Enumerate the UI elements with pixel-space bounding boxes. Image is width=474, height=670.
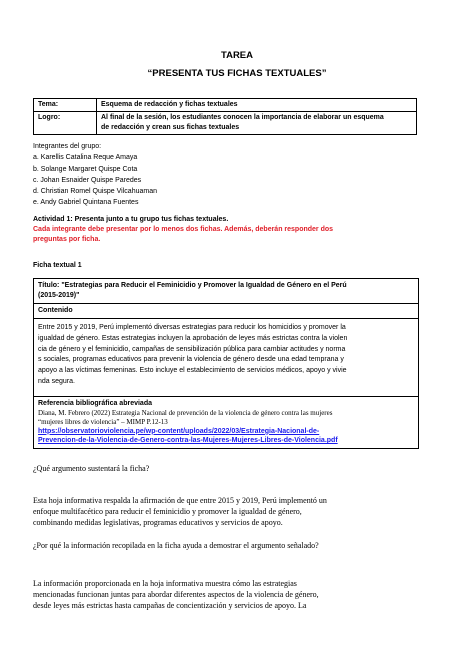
activity-instruction <box>33 225 418 245</box>
logro-label: Logro: <box>34 112 97 135</box>
ficha-title-line: Título: "Estrategias para Reducir el Feminicidio y Promover la Igualdad de Género en el Perú <box>38 282 347 289</box>
meta-table <box>33 98 417 135</box>
answer-line: combinando medidas legislativas, programas educativos y servicios de apoyo. <box>33 518 283 527</box>
ficha-box <box>33 278 419 449</box>
reference-link[interactable] <box>38 427 414 446</box>
ficha-title-line: (2015-2019)" <box>38 292 80 299</box>
list-item: a. Karellis Catalina Reque Amaya <box>33 154 138 162</box>
reference-link-line[interactable]: https://observatorioviolencia.pe/wp-content/uploads/2022/03/Estrategia-Nacional-de- <box>38 427 320 435</box>
question-1: ¿Qué argumento sustentará la ficha? <box>33 464 150 473</box>
list-item: c. Johan Esnaider Quispe Paredes <box>33 176 142 184</box>
list-item: d. Christian Romel Quispe Vilcahuaman <box>33 188 157 196</box>
page-title: TAREA <box>220 50 254 61</box>
answer-line: enfoque multifacético para reducir el feminicidio y promover la igualdad de género, <box>33 507 302 516</box>
tema-label: Tema: <box>34 99 97 112</box>
ficha-reference <box>34 397 418 448</box>
answer-line: desde leyes más estrictas hasta campañas de concientización y servicios de apoyo. La <box>33 601 307 610</box>
reference-line: “mujeres libres de violencia” – MIMP P.12-13 <box>38 417 168 426</box>
logro-value-line: Al final de la sesión, los estudiantes conocen la importancia de elaborar un esquema <box>101 114 384 121</box>
table-row <box>34 112 417 135</box>
activity-instruction-line: Cada integrante debe presentar por lo menos dos fichas. Además, deberán responder dos <box>33 226 334 233</box>
list-item: b. Solange Margaret Quispe Cota <box>33 165 138 173</box>
content-line: igualdad de género. Estas estrategias incluyen la aprobación de leyes más estrictas contra la violen <box>38 334 348 342</box>
answer-1 <box>33 495 417 528</box>
reference-link-line[interactable]: Prevencion-de-la-Violencia-de-Genero-contra-las-Mujeres-Mujeres-Libres-de-Violencia.pdf <box>38 437 338 445</box>
answer-line: mencionadas funcionan juntas para abordar diferentes aspectos de la violencia de género, <box>33 590 319 599</box>
ficha-content <box>34 319 418 397</box>
group-heading: Integrantes del grupo: <box>33 143 102 150</box>
contenido-label: Contenido <box>34 304 418 319</box>
group-members <box>33 141 157 209</box>
page-subtitle: “PRESENTA TUS FICHAS TEXTUALES” <box>147 68 327 79</box>
answer-line: Esta hoja informativa respalda la afirmación de que entre 2015 y 2019, Perú implementó un <box>33 496 327 505</box>
answer-line: La información proporcionada en la hoja informativa muestra cómo las estrategias <box>33 579 297 588</box>
reference-label: Referencia bibliográfica abreviada <box>38 399 152 407</box>
logro-value <box>97 112 417 135</box>
activity-section <box>33 215 418 245</box>
question-2: ¿Por qué la información recopilada en la ficha ayuda a demostrar el argumento señalado? <box>33 541 319 550</box>
content-line: nda segura. <box>38 377 75 385</box>
content-line: apoyo a las víctimas femeninas. Esto incluye el establecimiento de servicios médicos, apoyo y vivie <box>38 367 347 375</box>
logro-value-line: de redacción y crean sus fichas textuales <box>101 124 240 131</box>
reference-line: Diana, M. Febrero (2022) Estrategia Nacional de prevención de la violencia de género contra las mujeres <box>38 408 333 417</box>
list-item: e. Andy Gabriel Quintana Fuentes <box>33 199 139 207</box>
tema-value: Esquema de redacción y fichas textuales <box>97 99 417 112</box>
activity-instruction-line: preguntas por ficha. <box>33 236 101 243</box>
activity-title: Actividad 1: Presenta junto a tu grupo tus fichas textuales. <box>33 216 229 223</box>
table-row <box>34 99 417 112</box>
content-line: s sociales, programas educativos para prevenir la violencia de género desde una edad temprana y <box>38 356 344 364</box>
ficha-label: Ficha textual 1 <box>33 262 82 269</box>
ficha-title <box>34 279 418 304</box>
content-line: cia de género y el feminicidio, campañas de sensibilización pública para cambiar actitudes y norma <box>38 345 346 353</box>
content-line: Entre 2015 y 2019, Perú implementó diversas estrategias para reducir los homicidios y promover la <box>38 324 346 331</box>
answer-2 <box>33 578 417 611</box>
